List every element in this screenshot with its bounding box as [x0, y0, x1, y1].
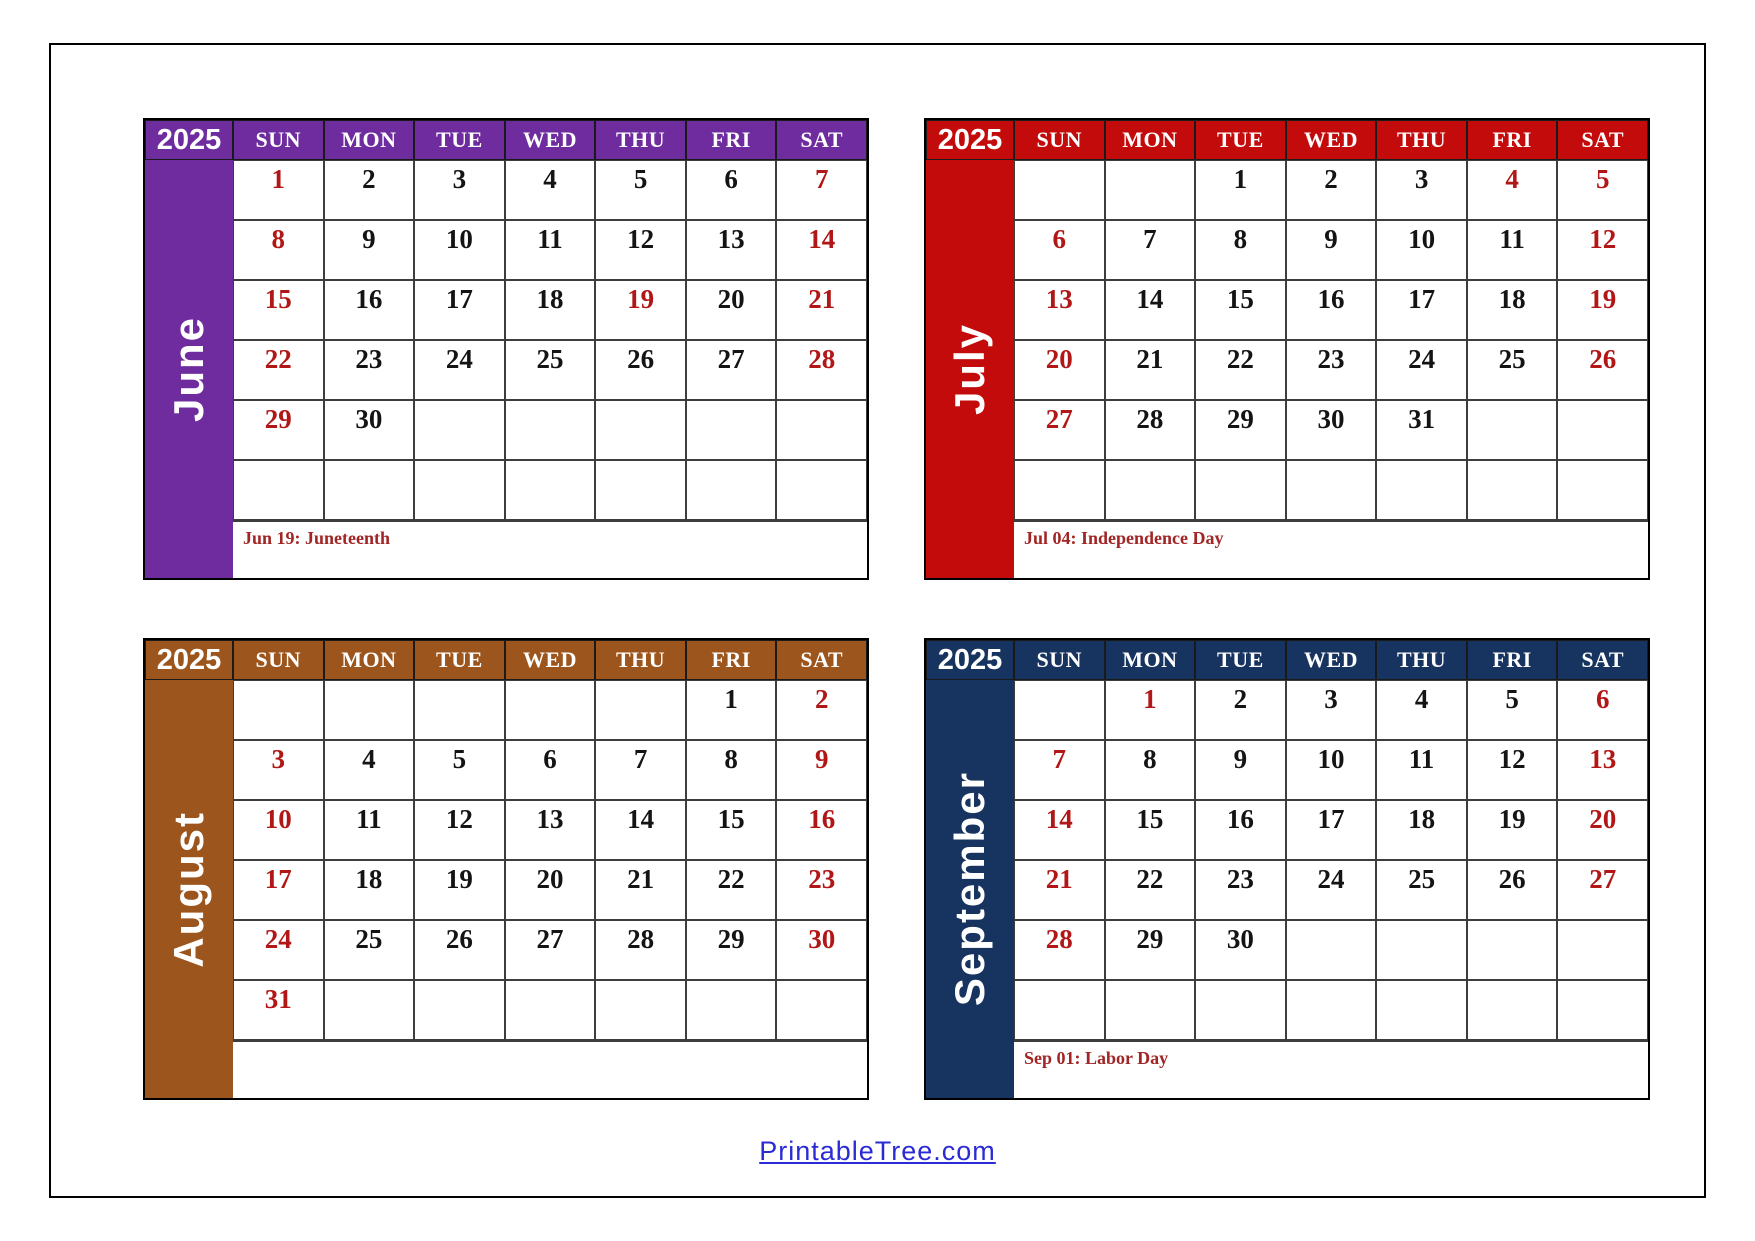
day-header-tue: TUE — [1195, 120, 1286, 160]
day-cell: 18 — [1467, 280, 1558, 340]
holiday-note: Sep 01: Labor Day — [1014, 1040, 1648, 1098]
year-label: 2025 — [926, 640, 1014, 680]
day-cell: 13 — [1557, 740, 1648, 800]
day-cell — [1467, 980, 1558, 1040]
day-cell — [1014, 460, 1105, 520]
day-header-wed: WED — [1286, 120, 1377, 160]
day-cell: 21 — [595, 860, 686, 920]
day-cell: 12 — [1557, 220, 1648, 280]
day-cell — [776, 980, 867, 1040]
day-cell — [414, 460, 505, 520]
calendar-september — [924, 638, 1650, 1100]
day-cell: 29 — [686, 920, 777, 980]
day-cell: 11 — [1376, 740, 1467, 800]
day-cell: 1 — [1105, 680, 1196, 740]
day-cell — [1286, 920, 1377, 980]
day-header-fri: FRI — [686, 640, 777, 680]
calendar-august — [143, 638, 869, 1100]
day-header-sun: SUN — [233, 640, 324, 680]
day-cell: 23 — [1195, 860, 1286, 920]
day-cell: 9 — [324, 220, 415, 280]
day-cell — [414, 400, 505, 460]
day-cell: 25 — [505, 340, 596, 400]
day-cell: 29 — [233, 400, 324, 460]
day-cell: 3 — [1286, 680, 1377, 740]
day-cell — [1557, 980, 1648, 1040]
day-cell: 4 — [1376, 680, 1467, 740]
calendar-july — [924, 118, 1650, 580]
holiday-note — [233, 1040, 867, 1098]
day-cell: 23 — [776, 860, 867, 920]
day-cell: 7 — [595, 740, 686, 800]
day-cell: 12 — [1467, 740, 1558, 800]
day-cell: 23 — [1286, 340, 1377, 400]
day-cell — [324, 680, 415, 740]
day-cell: 1 — [1195, 160, 1286, 220]
holiday-note: Jun 19: Juneteenth — [233, 520, 867, 578]
day-cell — [324, 460, 415, 520]
day-cell: 5 — [595, 160, 686, 220]
day-cell: 1 — [686, 680, 777, 740]
day-cell: 24 — [233, 920, 324, 980]
day-header-mon: MON — [1105, 640, 1196, 680]
day-cell: 4 — [505, 160, 596, 220]
day-cell: 29 — [1105, 920, 1196, 980]
day-cell: 5 — [1467, 680, 1558, 740]
day-cell: 19 — [595, 280, 686, 340]
day-cell: 26 — [595, 340, 686, 400]
day-cell: 24 — [414, 340, 505, 400]
day-cell — [414, 980, 505, 1040]
day-cell: 11 — [1467, 220, 1558, 280]
day-cell — [1467, 920, 1558, 980]
day-cell: 16 — [1286, 280, 1377, 340]
day-cell: 31 — [233, 980, 324, 1040]
day-cell: 13 — [686, 220, 777, 280]
day-cell: 2 — [324, 160, 415, 220]
day-cell: 14 — [1105, 280, 1196, 340]
day-cell: 24 — [1376, 340, 1467, 400]
day-cell: 17 — [1376, 280, 1467, 340]
day-cell — [1195, 980, 1286, 1040]
day-cell — [1105, 980, 1196, 1040]
day-cell: 10 — [1376, 220, 1467, 280]
day-cell — [1014, 160, 1105, 220]
day-cell: 23 — [324, 340, 415, 400]
month-sidebar — [926, 160, 1014, 578]
day-cell: 10 — [233, 800, 324, 860]
day-header-sun: SUN — [1014, 120, 1105, 160]
day-cell: 10 — [414, 220, 505, 280]
day-cell: 27 — [505, 920, 596, 980]
day-header-tue: TUE — [414, 120, 505, 160]
day-cell: 18 — [1376, 800, 1467, 860]
day-cell: 25 — [1376, 860, 1467, 920]
day-cell — [1286, 460, 1377, 520]
day-cell — [233, 680, 324, 740]
day-cell: 9 — [776, 740, 867, 800]
day-cell: 7 — [776, 160, 867, 220]
day-cell — [1014, 980, 1105, 1040]
month-sidebar — [145, 680, 233, 1098]
month-label: September — [946, 771, 993, 1007]
month-sidebar — [145, 160, 233, 578]
year-label: 2025 — [145, 640, 233, 680]
day-header-sun: SUN — [1014, 640, 1105, 680]
day-header-tue: TUE — [1195, 640, 1286, 680]
day-cell: 29 — [1195, 400, 1286, 460]
day-cell: 17 — [1286, 800, 1377, 860]
day-cell — [1195, 460, 1286, 520]
day-cell: 5 — [1557, 160, 1648, 220]
day-cell — [686, 980, 777, 1040]
day-cell: 26 — [414, 920, 505, 980]
day-cell: 20 — [505, 860, 596, 920]
day-cell: 12 — [595, 220, 686, 280]
day-cell — [1105, 460, 1196, 520]
day-cell: 12 — [414, 800, 505, 860]
holiday-note: Jul 04: Independence Day — [1014, 520, 1648, 578]
day-cell: 21 — [776, 280, 867, 340]
day-cell: 4 — [324, 740, 415, 800]
day-cell: 4 — [1467, 160, 1558, 220]
day-cell — [505, 400, 596, 460]
day-header-sat: SAT — [776, 640, 867, 680]
day-cell: 27 — [686, 340, 777, 400]
day-cell: 2 — [1286, 160, 1377, 220]
day-header-fri: FRI — [1467, 640, 1558, 680]
day-cell — [595, 680, 686, 740]
day-cell: 3 — [1376, 160, 1467, 220]
day-header-mon: MON — [324, 120, 415, 160]
day-header-fri: FRI — [1467, 120, 1558, 160]
day-cell: 17 — [233, 860, 324, 920]
day-cell: 2 — [776, 680, 867, 740]
day-cell: 9 — [1286, 220, 1377, 280]
day-cell: 8 — [1195, 220, 1286, 280]
day-cell: 22 — [1105, 860, 1196, 920]
day-header-wed: WED — [505, 120, 596, 160]
day-cell: 2 — [1195, 680, 1286, 740]
day-cell: 22 — [686, 860, 777, 920]
day-cell: 19 — [1467, 800, 1558, 860]
day-cell — [1286, 980, 1377, 1040]
day-cell: 20 — [1557, 800, 1648, 860]
day-cell: 13 — [505, 800, 596, 860]
day-cell: 13 — [1014, 280, 1105, 340]
day-cell — [1557, 920, 1648, 980]
day-header-fri: FRI — [686, 120, 777, 160]
day-header-sun: SUN — [233, 120, 324, 160]
day-cell: 15 — [1195, 280, 1286, 340]
day-cell: 30 — [1195, 920, 1286, 980]
day-cell — [776, 460, 867, 520]
day-cell: 10 — [1286, 740, 1377, 800]
day-cell: 8 — [233, 220, 324, 280]
day-cell: 19 — [1557, 280, 1648, 340]
day-header-thu: THU — [595, 120, 686, 160]
day-cell — [1467, 400, 1558, 460]
day-cell: 6 — [1014, 220, 1105, 280]
day-cell: 22 — [1195, 340, 1286, 400]
day-header-sat: SAT — [1557, 640, 1648, 680]
calendar-june — [143, 118, 869, 580]
day-cell: 6 — [1557, 680, 1648, 740]
day-cell — [686, 460, 777, 520]
day-cell: 16 — [1195, 800, 1286, 860]
day-header-mon: MON — [1105, 120, 1196, 160]
day-cell — [1557, 460, 1648, 520]
day-cell: 26 — [1467, 860, 1558, 920]
day-cell: 25 — [1467, 340, 1558, 400]
month-sidebar — [926, 680, 1014, 1098]
day-cell — [233, 460, 324, 520]
day-cell — [505, 460, 596, 520]
day-cell: 30 — [1286, 400, 1377, 460]
day-header-thu: THU — [1376, 120, 1467, 160]
day-cell: 3 — [414, 160, 505, 220]
day-cell: 14 — [1014, 800, 1105, 860]
day-cell — [686, 400, 777, 460]
day-cell: 30 — [324, 400, 415, 460]
day-cell: 1 — [233, 160, 324, 220]
day-cell: 19 — [414, 860, 505, 920]
day-cell: 18 — [505, 280, 596, 340]
day-cell: 17 — [414, 280, 505, 340]
day-cell: 28 — [776, 340, 867, 400]
day-cell: 24 — [1286, 860, 1377, 920]
day-cell — [595, 400, 686, 460]
day-cell — [776, 400, 867, 460]
day-cell — [595, 460, 686, 520]
month-label: August — [165, 810, 212, 968]
day-cell: 28 — [1105, 400, 1196, 460]
year-label: 2025 — [145, 120, 233, 160]
day-cell — [1467, 460, 1558, 520]
day-cell — [414, 680, 505, 740]
day-cell: 15 — [233, 280, 324, 340]
day-cell: 27 — [1557, 860, 1648, 920]
day-header-wed: WED — [1286, 640, 1377, 680]
day-cell — [1376, 460, 1467, 520]
day-cell: 31 — [1376, 400, 1467, 460]
day-header-thu: THU — [1376, 640, 1467, 680]
day-cell: 7 — [1014, 740, 1105, 800]
day-cell: 7 — [1105, 220, 1196, 280]
day-cell: 27 — [1014, 400, 1105, 460]
day-cell — [1105, 160, 1196, 220]
day-cell: 21 — [1105, 340, 1196, 400]
day-header-sat: SAT — [776, 120, 867, 160]
day-cell: 3 — [233, 740, 324, 800]
day-header-wed: WED — [505, 640, 596, 680]
day-cell: 11 — [324, 800, 415, 860]
year-label: 2025 — [926, 120, 1014, 160]
day-cell: 8 — [1105, 740, 1196, 800]
day-cell — [595, 980, 686, 1040]
day-cell: 20 — [686, 280, 777, 340]
day-cell: 28 — [1014, 920, 1105, 980]
day-cell: 28 — [595, 920, 686, 980]
day-cell: 16 — [324, 280, 415, 340]
day-header-thu: THU — [595, 640, 686, 680]
day-cell: 14 — [595, 800, 686, 860]
day-cell: 6 — [505, 740, 596, 800]
day-cell — [324, 980, 415, 1040]
day-cell — [1014, 680, 1105, 740]
day-cell: 20 — [1014, 340, 1105, 400]
day-cell: 14 — [776, 220, 867, 280]
day-cell: 9 — [1195, 740, 1286, 800]
month-label: June — [165, 315, 212, 423]
day-cell: 11 — [505, 220, 596, 280]
day-cell: 30 — [776, 920, 867, 980]
day-header-tue: TUE — [414, 640, 505, 680]
day-cell: 21 — [1014, 860, 1105, 920]
page-footer — [0, 1136, 1755, 1167]
day-cell — [1557, 400, 1648, 460]
day-cell: 26 — [1557, 340, 1648, 400]
day-cell — [505, 680, 596, 740]
day-cell: 5 — [414, 740, 505, 800]
day-cell: 18 — [324, 860, 415, 920]
day-cell: 15 — [686, 800, 777, 860]
day-cell — [505, 980, 596, 1040]
day-cell — [1376, 920, 1467, 980]
day-cell: 6 — [686, 160, 777, 220]
month-label: July — [946, 322, 993, 416]
day-header-mon: MON — [324, 640, 415, 680]
printabletree-link[interactable]: PrintableTree.com — [759, 1136, 996, 1166]
day-cell: 15 — [1105, 800, 1196, 860]
day-cell: 22 — [233, 340, 324, 400]
day-cell — [1376, 980, 1467, 1040]
day-header-sat: SAT — [1557, 120, 1648, 160]
day-cell: 25 — [324, 920, 415, 980]
day-cell: 16 — [776, 800, 867, 860]
day-cell: 8 — [686, 740, 777, 800]
